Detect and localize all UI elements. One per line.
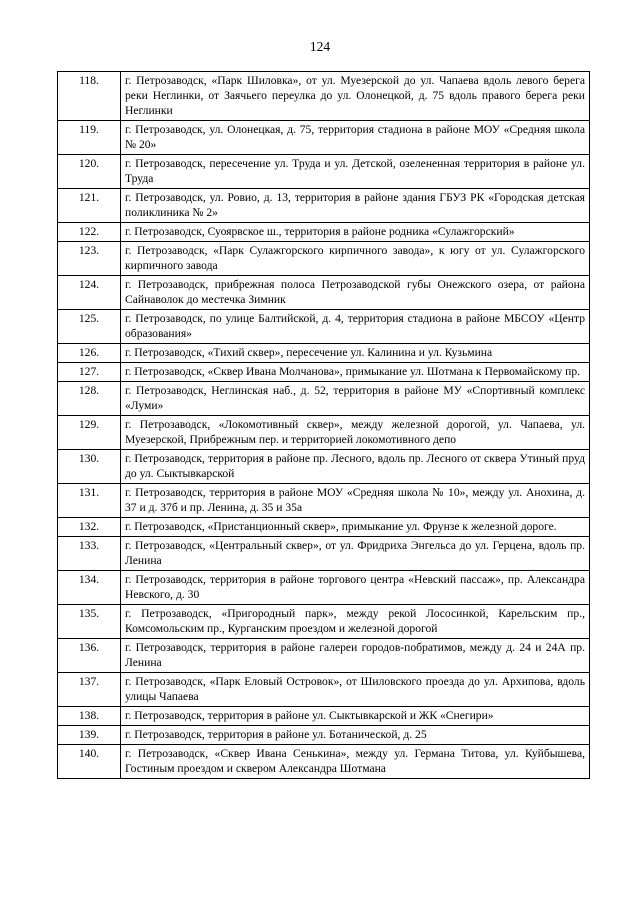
- row-description: г. Петрозаводск, ул. Ровио, д. 13, территория в районе здания ГБУЗ РК «Городская детская поликлиника № 2»: [121, 189, 590, 223]
- table-row: [58, 382, 590, 416]
- table-row: [58, 518, 590, 537]
- row-number: 127.: [58, 363, 121, 382]
- row-number: 135.: [58, 605, 121, 639]
- table-row: [58, 673, 590, 707]
- table-row: [58, 639, 590, 673]
- row-description: г. Петрозаводск, территория в районе ул. Сыктывкарской и ЖК «Снегири»: [121, 707, 590, 726]
- table-row: [58, 189, 590, 223]
- row-description: г. Петрозаводск, «Парк Шиловка», от ул. Муезерской до ул. Чапаева вдоль левого берега реки Неглинки, от Заячьего переулка до ул. Олонецкой, д. 75 вдоль правого берега реки Неглинки: [121, 72, 590, 121]
- places-table-body: [58, 72, 590, 779]
- table-row: [58, 223, 590, 242]
- row-number: 121.: [58, 189, 121, 223]
- row-number: 136.: [58, 639, 121, 673]
- row-description: г. Петрозаводск, по улице Балтийской, д. 4, территория стадиона в районе МБСОУ «Центр образования»: [121, 310, 590, 344]
- row-number: 140.: [58, 745, 121, 779]
- table-row: [58, 363, 590, 382]
- row-number: 119.: [58, 121, 121, 155]
- table-row: [58, 310, 590, 344]
- row-number: 134.: [58, 571, 121, 605]
- row-number: 124.: [58, 276, 121, 310]
- row-number: 133.: [58, 537, 121, 571]
- row-description: г. Петрозаводск, «Пригородный парк», между рекой Лососинкой, Карельским пр., Комсомольским пр., Курганским проездом и железной дорогой: [121, 605, 590, 639]
- table-row: [58, 605, 590, 639]
- row-description: г. Петрозаводск, территория в районе ул. Ботанической, д. 25: [121, 726, 590, 745]
- table-row: [58, 707, 590, 726]
- row-description: г. Петрозаводск, ул. Олонецкая, д. 75, территория стадиона в районе МОУ «Средняя школа № 20»: [121, 121, 590, 155]
- table-row: [58, 450, 590, 484]
- row-description: г. Петрозаводск, Суоярвское ш., территория в районе родника «Сулажгорский»: [121, 223, 590, 242]
- row-description: г. Петрозаводск, территория в районе галереи городов-побратимов, между д. 24 и 24А пр. Ленина: [121, 639, 590, 673]
- row-number: 130.: [58, 450, 121, 484]
- places-table: [57, 71, 590, 779]
- table-row: [58, 745, 590, 779]
- row-description: г. Петрозаводск, территория в районе торгового центра «Невский пассаж», пр. Александра Невского, д. 30: [121, 571, 590, 605]
- row-number: 118.: [58, 72, 121, 121]
- row-description: г. Петрозаводск, «Сквер Ивана Молчанова», примыкание ул. Шотмана к Первомайскому пр.: [121, 363, 590, 382]
- row-description: г. Петрозаводск, «Парк Сулажгорского кирпичного завода», к югу от ул. Сулажгорского кирпичного завода: [121, 242, 590, 276]
- row-description: г. Петрозаводск, «Центральный сквер», от ул. Фридриха Энгельса до ул. Герцена, вдоль пр. Ленина: [121, 537, 590, 571]
- table-row: [58, 726, 590, 745]
- table-row: [58, 416, 590, 450]
- row-number: 132.: [58, 518, 121, 537]
- row-description: г. Петрозаводск, «Тихий сквер», пересечение ул. Калинина и ул. Кузьмина: [121, 344, 590, 363]
- row-description: г. Петрозаводск, территория в районе пр. Лесного, вдоль пр. Лесного от сквера Утиный пруд до ул. Сыктывкарской: [121, 450, 590, 484]
- row-number: 131.: [58, 484, 121, 518]
- row-number: 120.: [58, 155, 121, 189]
- page-number: 124: [309, 39, 331, 54]
- row-number: 138.: [58, 707, 121, 726]
- table-row: [58, 242, 590, 276]
- table-row: [58, 537, 590, 571]
- table-row: [58, 344, 590, 363]
- row-description: г. Петрозаводск, Неглинская наб., д. 52, территория в районе МУ «Спортивный комплекс «Луми»: [121, 382, 590, 416]
- table-row: [58, 484, 590, 518]
- row-number: 126.: [58, 344, 121, 363]
- table-row: [58, 121, 590, 155]
- row-number: 122.: [58, 223, 121, 242]
- row-number: 137.: [58, 673, 121, 707]
- row-description: г. Петрозаводск, прибрежная полоса Петрозаводской губы Онежского озера, от района Сайнаволок до местечка Зимник: [121, 276, 590, 310]
- row-description: г. Петрозаводск, «Сквер Ивана Сенькина», между ул. Германа Титова, ул. Куйбышева, Гостиным проездом и сквером Александра Шотмана: [121, 745, 590, 779]
- table-row: [58, 571, 590, 605]
- row-number: 139.: [58, 726, 121, 745]
- row-number: 129.: [58, 416, 121, 450]
- table-row: [58, 72, 590, 121]
- table-row: [58, 155, 590, 189]
- row-description: г. Петрозаводск, «Парк Еловый Островок», от Шиловского проезда до ул. Архипова, вдоль улицы Чапаева: [121, 673, 590, 707]
- row-number: 123.: [58, 242, 121, 276]
- row-number: 128.: [58, 382, 121, 416]
- row-description: г. Петрозаводск, пересечение ул. Труда и ул. Детской, озелененная территория в районе ул. Труда: [121, 155, 590, 189]
- row-description: г. Петрозаводск, «Локомотивный сквер», между железной дорогой, ул. Чапаева, ул. Муезерской, Прибрежным пер. и территорией локомотивного депо: [121, 416, 590, 450]
- row-description: г. Петрозаводск, «Пристанционный сквер», примыкание ул. Фрунзе к железной дороге.: [121, 518, 590, 537]
- row-description: г. Петрозаводск, территория в районе МОУ «Средняя школа № 10», между ул. Анохина, д. 37 и д. 37б и пр. Ленина, д. 35 и 35а: [121, 484, 590, 518]
- table-row: [58, 276, 590, 310]
- row-number: 125.: [58, 310, 121, 344]
